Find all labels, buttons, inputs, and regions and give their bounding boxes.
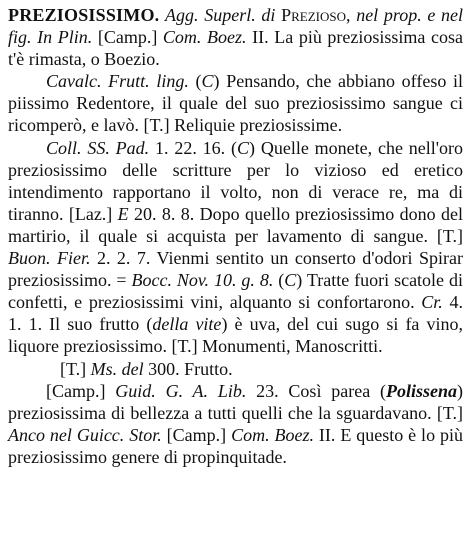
- source-citation: Com. Boez.: [231, 424, 314, 445]
- source-citation: Anco nel Guicc. Stor.: [8, 424, 162, 445]
- citation-cavalcanti: Cavalc. Frutt. ling. (C) Pensando, che abbiano offeso il piissimo Redentore, il quale del suo preziosissimo sangue ci ricomperò, e lavò. [T.] Reliquie preziosissime.: [8, 71, 463, 136]
- proper-name: Polissena: [385, 380, 457, 401]
- citation-manuscript: [T.] Ms. del 300. Frutto.: [60, 358, 233, 379]
- usage-note: nel prop. e nel fig. In Plin.: [8, 5, 464, 48]
- source-citation: Cavalc. Frutt. ling.: [46, 71, 189, 92]
- citation-collazioni: Coll. SS. Pad. 1. 22. 16. (C) Quelle monete, che nell'oro preziosissimo delle scritture per lo vizioso ed eretico intendimento rapportano il volto, non di verace re, ma di tiranno. [Laz.] E 20. 8. 8. Dopo quello preziosissimo dono del martirio, il quale si acquista per lavamento di sangue. [T.] Buon. Fier. 2. 2. 7. Vienmi sentito un conserto d'odori Spirar preziosissimo. = Bocc. Nov. 10. g. 8. (C) Tratte fuori scatole di confetti, e preziosissimi vini, alquanto si confortarono. Cr. 4. 1. 1. Il suo frutto (della vite) è uva, del cui sugo si fa vino, liquore preziosissimo. [T.] Monumenti, Manoscritti.: [8, 137, 464, 357]
- source-citation: Bocc. Nov.: [131, 270, 210, 291]
- source-citation: Com. Boez.: [162, 27, 247, 48]
- headword: PREZIOSISSIMO.: [8, 5, 160, 25]
- source-citation: Guid. G. A. Lib.: [115, 380, 247, 401]
- citation-guido: [Camp.] Guid. G. A. Lib. 23. Così parea (Polissena) preziosissima di bellezza a tutti quelli che la sguardavano. [T.] Anco nel Guicc. Stor. [Camp.] Com. Boez. II. E questo è lo più preziosissimo genere di propinquitade.: [8, 380, 463, 467]
- source-citation: Buon. Fier.: [8, 248, 91, 269]
- grammar-note: Agg. Superl. di: [165, 5, 276, 25]
- source-citation: Ms. del: [90, 358, 144, 379]
- cross-reference: Prezioso: [281, 5, 346, 25]
- source-citation: Coll. SS. Pad.: [46, 137, 150, 158]
- source-citation: Cr.: [421, 292, 443, 313]
- entry-definition: PREZIOSISSIMO. Agg. Superl. di Prezioso, nel prop. e nel fig. In Plin. [Camp.] Com. Boez. II. La più preziosissima cosa t'è rimasta, o Boezio.: [8, 5, 464, 70]
